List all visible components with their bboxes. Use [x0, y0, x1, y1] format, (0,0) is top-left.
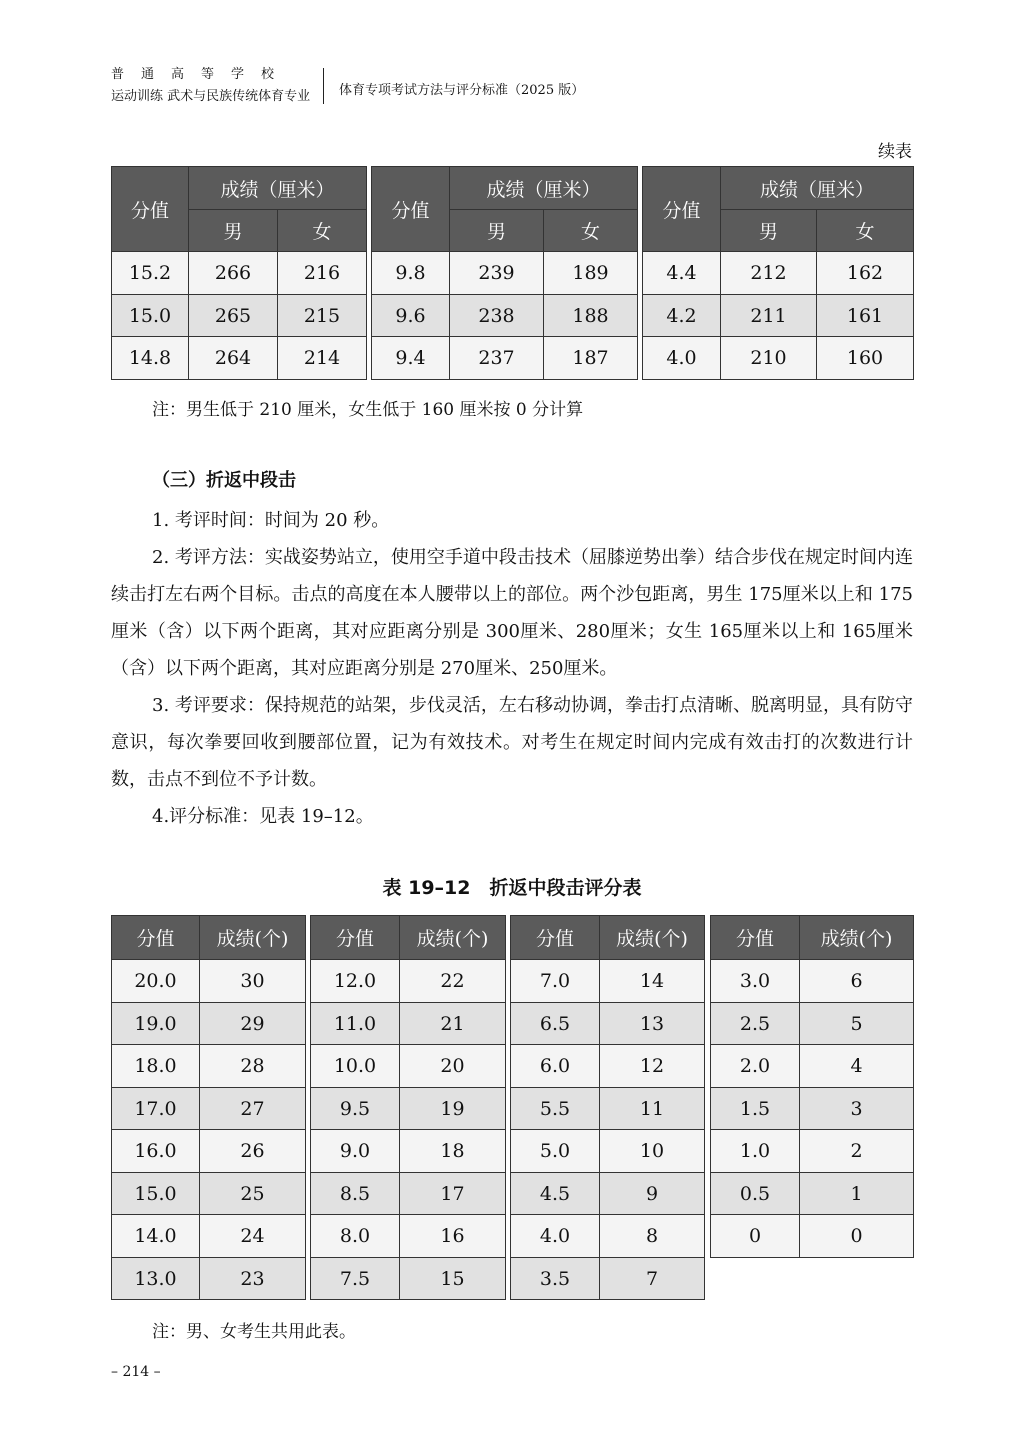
header-divider — [323, 68, 324, 104]
table-row — [112, 252, 367, 295]
result-cell: 13 — [600, 1003, 705, 1045]
result-cell: 11 — [600, 1088, 705, 1130]
paragraph: 2. 考评方法：实战姿势站立，使用空手道中段击技术（屈膝逆势出拳）结合步伐在规定时间内连续击打左右两个目标。击点的高度在本人腰带以上的部位。两个沙包距离，男生 175厘米以上和 175厘米（含）以下两个距离，其对应距离分别是 300厘米、280厘米；女生 165厘米以上和 165厘米（含）以下两个距离，其对应距离分别是 270厘米、250厘米。 — [111, 547, 913, 679]
score-cell: 5.0 — [511, 1130, 600, 1173]
table-row — [311, 1215, 506, 1258]
result-cell: 6 — [800, 960, 914, 1003]
score-table-block-3 — [642, 166, 914, 380]
result-cell: 16 — [400, 1215, 506, 1258]
female-cell: 189 — [544, 252, 638, 295]
score-table-block-2 — [371, 166, 638, 380]
table-row — [311, 1003, 506, 1045]
male-cell: 210 — [721, 337, 817, 380]
female-cell: 188 — [544, 295, 638, 337]
female-cell: 161 — [817, 295, 914, 337]
score-cell: 3.0 — [711, 960, 800, 1003]
table-row — [311, 960, 506, 1003]
header-result: 成绩（厘米） — [189, 167, 367, 210]
table-row — [311, 1088, 506, 1130]
male-cell: 266 — [189, 252, 278, 295]
table-row — [711, 1088, 914, 1130]
header-result: 成绩(个) — [600, 916, 705, 960]
table-row — [112, 1003, 306, 1045]
paragraph: 1. 考评时间：时间为 20 秒。 — [152, 510, 390, 531]
table-row — [643, 252, 914, 295]
score-cell: 2.5 — [711, 1003, 800, 1045]
female-cell: 215 — [278, 295, 367, 337]
result-cell: 5 — [800, 1003, 914, 1045]
score-cell: 4.0 — [643, 337, 721, 380]
result-cell: 28 — [200, 1045, 306, 1088]
table-row — [711, 1173, 914, 1215]
score-cell: 0.5 — [711, 1173, 800, 1215]
table-row — [511, 1258, 705, 1300]
header-male: 男 — [189, 210, 278, 252]
table-row — [112, 337, 367, 380]
header-score: 分值 — [112, 167, 189, 252]
score-cell: 15.0 — [112, 1173, 200, 1215]
score-cell: 0 — [711, 1215, 800, 1258]
score-cell: 12.0 — [311, 960, 400, 1003]
result-cell: 30 — [200, 960, 306, 1003]
score-cell: 4.4 — [643, 252, 721, 295]
header-result: 成绩(个) — [400, 916, 506, 960]
score-cell: 14.8 — [112, 337, 189, 380]
score-table-block-2 — [310, 915, 506, 1300]
score-cell: 7.0 — [511, 960, 600, 1003]
table-row — [112, 1258, 306, 1300]
table-row — [311, 1045, 506, 1088]
body-text — [111, 502, 913, 835]
score-cell: 4.0 — [511, 1215, 600, 1258]
result-cell: 17 — [400, 1173, 506, 1215]
table-row — [711, 1215, 914, 1258]
table-row — [511, 1215, 705, 1258]
male-cell: 238 — [450, 295, 544, 337]
table-row — [112, 1130, 306, 1173]
header-score: 分值 — [643, 167, 721, 252]
table-row — [311, 1130, 506, 1173]
table-row — [711, 1003, 914, 1045]
result-cell: 23 — [200, 1258, 306, 1300]
result-cell: 0 — [800, 1215, 914, 1258]
score-cell: 9.6 — [372, 295, 450, 337]
header-male: 男 — [450, 210, 544, 252]
score-table-block-1 — [111, 915, 306, 1300]
result-cell: 15 — [400, 1258, 506, 1300]
male-cell: 211 — [721, 295, 817, 337]
result-cell: 10 — [600, 1130, 705, 1173]
result-cell: 29 — [200, 1003, 306, 1045]
header-score: 分值 — [511, 916, 600, 960]
score-table-block-4 — [710, 915, 914, 1258]
header-result: 成绩(个) — [800, 916, 914, 960]
header-female: 女 — [817, 210, 914, 252]
header-female: 女 — [544, 210, 638, 252]
score-cell: 20.0 — [112, 960, 200, 1003]
header-major: 运动训练 武术与民族传统体育专业 — [111, 89, 311, 104]
table-row — [511, 1173, 705, 1215]
table-note: 注：男生低于 210 厘米，女生低于 160 厘米按 0 分计算 — [152, 400, 584, 420]
score-cell: 5.5 — [511, 1088, 600, 1130]
page-number: – 214 – — [111, 1364, 161, 1380]
score-cell: 4.2 — [643, 295, 721, 337]
header-result: 成绩（厘米） — [450, 167, 638, 210]
score-cell: 19.0 — [112, 1003, 200, 1045]
score-cell: 4.5 — [511, 1173, 600, 1215]
result-cell: 21 — [400, 1003, 506, 1045]
table-row — [372, 295, 638, 337]
result-cell: 12 — [600, 1045, 705, 1088]
table-row — [511, 1088, 705, 1130]
continued-table-label: 续表 — [878, 142, 912, 162]
table-row — [643, 295, 914, 337]
score-cell: 13.0 — [112, 1258, 200, 1300]
score-cell: 11.0 — [311, 1003, 400, 1045]
female-cell: 187 — [544, 337, 638, 380]
score-cell: 7.5 — [311, 1258, 400, 1300]
score-cell: 3.5 — [511, 1258, 600, 1300]
score-cell: 9.4 — [372, 337, 450, 380]
table-row — [511, 1130, 705, 1173]
table-row — [112, 960, 306, 1003]
female-cell: 162 — [817, 252, 914, 295]
score-cell: 9.8 — [372, 252, 450, 295]
table-row — [112, 1173, 306, 1215]
table-row — [112, 295, 367, 337]
table-row — [711, 1130, 914, 1173]
table-caption: 表 19–12 折返中段击评分表 — [382, 877, 642, 899]
table-row — [711, 1045, 914, 1088]
header-female: 女 — [278, 210, 367, 252]
header-result: 成绩（厘米） — [721, 167, 914, 210]
table-row — [311, 1258, 506, 1300]
table-row — [511, 1003, 705, 1045]
paragraph: 4.评分标准：见表 19–12。 — [152, 806, 374, 827]
table-row — [372, 252, 638, 295]
header-male: 男 — [721, 210, 817, 252]
score-cell: 10.0 — [311, 1045, 400, 1088]
male-cell: 212 — [721, 252, 817, 295]
score-cell: 6.5 — [511, 1003, 600, 1045]
result-cell: 8 — [600, 1215, 705, 1258]
header-score: 分值 — [311, 916, 400, 960]
male-cell: 265 — [189, 295, 278, 337]
result-cell: 14 — [600, 960, 705, 1003]
score-cell: 14.0 — [112, 1215, 200, 1258]
header-school-type: 普通高等学校 — [111, 67, 292, 82]
header-book-title: 体育专项考试方法与评分标准（2025 版） — [339, 83, 585, 98]
score-cell: 9.5 — [311, 1088, 400, 1130]
result-cell: 2 — [800, 1130, 914, 1173]
score-cell: 17.0 — [112, 1088, 200, 1130]
header-result: 成绩(个) — [200, 916, 306, 960]
score-cell: 16.0 — [112, 1130, 200, 1173]
result-cell: 19 — [400, 1088, 506, 1130]
table-row — [112, 1088, 306, 1130]
table-row — [643, 337, 914, 380]
table-row — [711, 960, 914, 1003]
female-cell: 214 — [278, 337, 367, 380]
result-cell: 3 — [800, 1088, 914, 1130]
result-cell: 26 — [200, 1130, 306, 1173]
table-row — [112, 1045, 306, 1088]
score-cell: 1.0 — [711, 1130, 800, 1173]
table-row — [112, 1215, 306, 1258]
score-cell: 18.0 — [112, 1045, 200, 1088]
result-cell: 27 — [200, 1088, 306, 1130]
section-heading: （三）折返中段击 — [152, 470, 296, 491]
result-cell: 20 — [400, 1045, 506, 1088]
table-row — [311, 1173, 506, 1215]
male-cell: 237 — [450, 337, 544, 380]
score-cell: 8.0 — [311, 1215, 400, 1258]
score-cell: 15.0 — [112, 295, 189, 337]
running-header-left — [111, 66, 310, 106]
score-cell: 1.5 — [711, 1088, 800, 1130]
female-cell: 216 — [278, 252, 367, 295]
result-cell: 1 — [800, 1173, 914, 1215]
result-cell: 18 — [400, 1130, 506, 1173]
table-note: 注：男、女考生共用此表。 — [152, 1322, 356, 1342]
score-cell: 15.2 — [112, 252, 189, 295]
result-cell: 22 — [400, 960, 506, 1003]
male-cell: 239 — [450, 252, 544, 295]
table-row — [372, 337, 638, 380]
header-score: 分值 — [711, 916, 800, 960]
result-cell: 9 — [600, 1173, 705, 1215]
female-cell: 160 — [817, 337, 914, 380]
result-cell: 25 — [200, 1173, 306, 1215]
header-score: 分值 — [112, 916, 200, 960]
score-table-block-3 — [510, 915, 705, 1300]
table-row — [511, 960, 705, 1003]
score-cell: 8.5 — [311, 1173, 400, 1215]
result-cell: 24 — [200, 1215, 306, 1258]
result-cell: 7 — [600, 1258, 705, 1300]
score-table-block-1 — [111, 166, 367, 380]
result-cell: 4 — [800, 1045, 914, 1088]
header-score: 分值 — [372, 167, 450, 252]
score-cell: 6.0 — [511, 1045, 600, 1088]
score-cell: 2.0 — [711, 1045, 800, 1088]
male-cell: 264 — [189, 337, 278, 380]
score-cell: 9.0 — [311, 1130, 400, 1173]
paragraph: 3. 考评要求：保持规范的站架，步伐灵活，左右移动协调，拳击打点清晰、脱离明显，具有防守意识，每次拳要回收到腰部位置，记为有效技术。对考生在规定时间内完成有效击打的次数进行计数，击点不到位不予计数。 — [111, 695, 913, 790]
table-row — [511, 1045, 705, 1088]
